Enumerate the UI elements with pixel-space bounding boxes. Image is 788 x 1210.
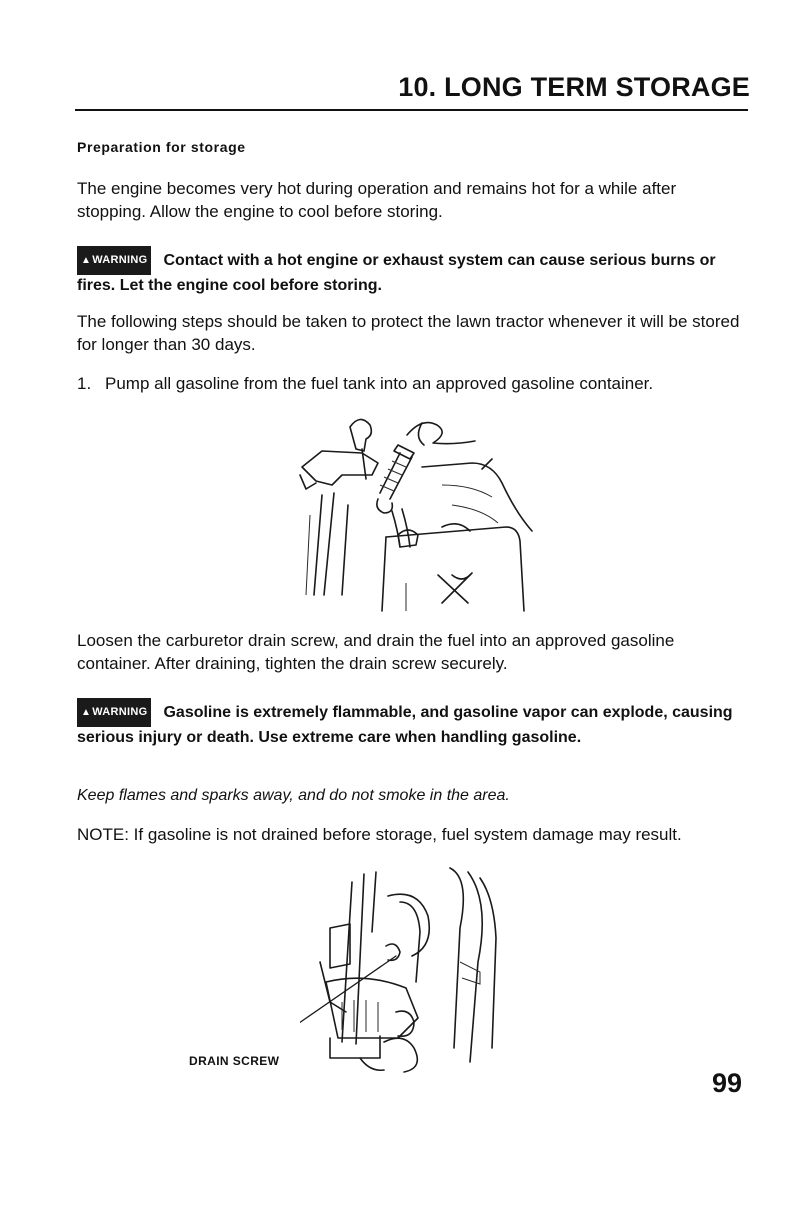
- warning-flammable: [77, 698, 749, 749]
- warning-badge: ▲WARNING: [77, 698, 151, 727]
- warning-badge: ▲WARNING: [77, 246, 151, 275]
- steps-intro-paragraph: The following steps should be taken to protect the lawn tractor whenever it will be stored for longer than 30 days.: [77, 312, 740, 354]
- note-paragraph: NOTE: If gasoline is not drained before storage, fuel system damage may result.: [77, 825, 682, 844]
- chapter-title: 10. LONG TERM STORAGE: [398, 72, 750, 102]
- warning-text: Contact with a hot engine or exhaust system can cause serious burns or fires. Let the engine cool before storing.: [77, 252, 716, 294]
- step-number: 1.: [77, 374, 92, 393]
- fuel-pump-illustration: [292, 405, 552, 615]
- page-number: 99: [712, 1068, 743, 1098]
- drain-screw-caption: DRAIN SCREW: [189, 1054, 280, 1068]
- header-rule: [75, 109, 748, 111]
- warning-hot-engine: [77, 246, 749, 297]
- section-heading: Preparation for storage: [77, 139, 246, 155]
- warning-triangle-icon: ▲: [81, 255, 92, 266]
- warning-text: Gasoline is extremely flammable, and gasoline vapor can explode, causing serious injury or death. Use extreme care when handling gasoline.: [77, 704, 733, 746]
- flames-note: Keep flames and sparks away, and do not smoke in the area.: [77, 787, 510, 804]
- list-item: [77, 372, 749, 395]
- step-text: Pump all gasoline from the fuel tank into an approved gasoline container.: [105, 374, 654, 393]
- warning-triangle-icon: ▲: [81, 707, 92, 718]
- drain-instructions-paragraph: Loosen the carburetor drain screw, and drain the fuel into an approved gasoline container. After draining, tighten the drain screw securely.: [77, 631, 675, 673]
- intro-paragraph: The engine becomes very hot during operation and remains hot for a while after stopping. Allow the engine to cool before storing.: [77, 179, 677, 221]
- pump-figure: [300, 419, 532, 611]
- carburetor-illustration: [300, 862, 530, 1074]
- carburetor-figure: [300, 868, 496, 1072]
